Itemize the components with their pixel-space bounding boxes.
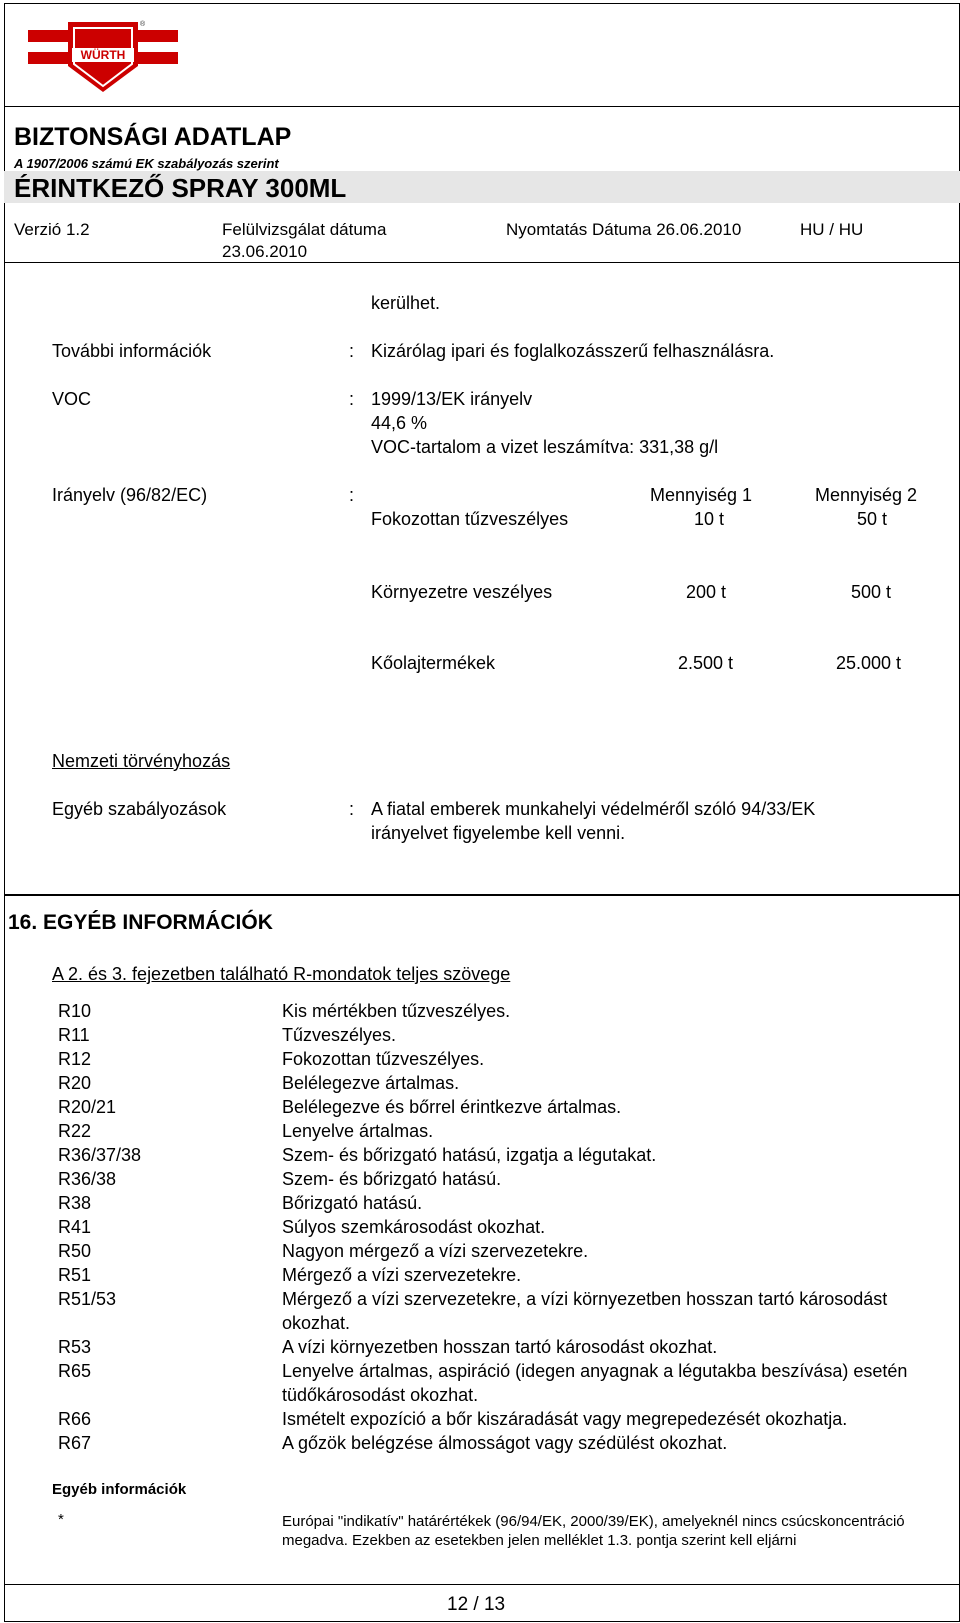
r-phrase-text: Szem- és bőrizgató hatású, izgatja a légutakat.	[282, 1145, 657, 1165]
r-phrase-text: Belélegezve és bőrrel érintkezve ártalmas.	[282, 1097, 622, 1117]
directive-row-q1: 2.500 t	[678, 653, 734, 673]
footer-rule	[4, 1584, 960, 1585]
other-regs-label: Egyéb szabályozások	[52, 799, 227, 819]
r-phrase-text: Mérgező a vízi szervezetekre.	[282, 1265, 522, 1285]
r-phrase-code: R22	[58, 1121, 92, 1141]
voc-line: 1999/13/EK irányelv	[371, 389, 533, 409]
other-regs-line: irányelvet figyelembe kell venni.	[371, 823, 626, 843]
r-phrase-code: R36/37/38	[58, 1145, 142, 1165]
r-phrase-code: R66	[58, 1409, 92, 1429]
registered-mark: ®	[140, 21, 146, 28]
r-phrase-code: R38	[58, 1193, 92, 1213]
product-title: ÉRINTKEZŐ SPRAY 300ML	[14, 173, 347, 203]
section-rule	[4, 894, 960, 896]
header-top-rule	[4, 106, 960, 107]
directive-row-q2: 50 t	[857, 509, 888, 529]
r-phrase-text: Tűzveszélyes.	[282, 1025, 397, 1045]
regulation-subtitle: A 1907/2006 számú EK szabályozás szerint	[14, 156, 279, 171]
r-phrase-code: R51/53	[58, 1289, 117, 1309]
directive-row-name: Kőolajtermékek	[371, 653, 496, 673]
r-phrase-code: R20/21	[58, 1097, 117, 1117]
revision-label: Felülvizsgálat dátuma	[222, 220, 387, 239]
voc-label: VOC	[52, 389, 92, 409]
other-regs-line: A fiatal emberek munkahelyi védelméről szóló 94/33/EK	[371, 799, 816, 819]
r-phrase-text: Belélegezve ártalmas.	[282, 1073, 460, 1093]
r-phrase-text: Fokozottan tűzveszélyes.	[282, 1049, 485, 1069]
directive-row-name: Környezetre veszélyes	[371, 582, 553, 602]
r-phrases-subheading: A 2. és 3. fejezetben található R-mondatok teljes szövege	[52, 964, 511, 984]
r-phrase-code: R11	[58, 1025, 90, 1045]
further-info-label: További információk	[52, 341, 212, 361]
voc-colon: :	[349, 389, 355, 409]
further-info-colon: :	[349, 341, 355, 361]
directive-label: Irányelv (96/82/EC)	[52, 485, 208, 505]
r-phrase-text: Kis mértékben tűzveszélyes.	[282, 1001, 511, 1021]
page-number: 12 / 13	[447, 1594, 506, 1615]
directive-row-name: Fokozottan tűzveszélyes	[371, 509, 569, 529]
further-info-value: Kizárólag ipari és foglalkozásszerű felhasználásra.	[371, 341, 775, 361]
qty2-header: Mennyiség 2	[815, 485, 918, 505]
r-phrase-code: R41	[58, 1217, 92, 1237]
r-phrase-text: Lenyelve ártalmas.	[282, 1121, 434, 1141]
version: Verzió 1.2	[14, 220, 90, 239]
r-phrase-code: R65	[58, 1361, 92, 1381]
r-phrase-text: Szem- és bőrizgató hatású.	[282, 1169, 502, 1189]
r-phrase-text: A vízi környezetben hosszan tartó károsodást okozhat.	[282, 1337, 718, 1357]
continuation-text: kerülhet.	[371, 293, 441, 313]
other-regs-colon: :	[349, 799, 355, 819]
r-phrase-text: A gőzök belégzése álmosságot vagy szédülést okozhat.	[282, 1433, 728, 1453]
r-phrase-text: Ismételt expozíció a bőr kiszáradását vagy megrepedezését okozhatja.	[282, 1409, 848, 1429]
national-legislation-heading: Nemzeti törvényhozás	[52, 751, 231, 771]
r-phrase-text: Mérgező a vízi szervezetekre, a vízi környezetben hosszan tartó károsodást okozhat.	[282, 1289, 888, 1333]
voc-line: VOC-tartalom a vizet leszámítva: 331,38 g/l	[371, 437, 719, 457]
wurth-logo	[28, 18, 178, 94]
directive-colon: :	[349, 485, 355, 505]
voc-line: 44,6 %	[371, 413, 428, 433]
r-phrase-code: R51	[58, 1265, 92, 1285]
r-phrase-code: R53	[58, 1337, 92, 1357]
header-bottom-rule	[4, 262, 960, 263]
footnote-mark: *	[58, 1511, 64, 1528]
other-info-heading: Egyéb információk	[52, 1481, 187, 1498]
directive-row-q1: 200 t	[686, 582, 727, 602]
section16-heading: 16. EGYÉB INFORMÁCIÓK	[8, 911, 273, 934]
footnote-text: Európai "indikatív" határértékek (96/94/EK, 2000/39/EK), amelyeknél nincs csúcskoncentráció megadva. Ezekben az esetekben jelen melléklet 1.3. pontja szerint kell eljárni	[282, 1513, 905, 1549]
print-date: Nyomtatás Dátuma 26.06.2010	[506, 220, 742, 239]
language: HU / HU	[800, 220, 864, 239]
r-phrase-text: Nagyon mérgező a vízi szervezetekre.	[282, 1241, 589, 1261]
logo-wordmark: WÜRTH	[80, 48, 126, 62]
directive-row-q1: 10 t	[694, 509, 725, 529]
r-phrase-text: Súlyos szemkárosodást okozhat.	[282, 1217, 546, 1237]
doc-title: BIZTONSÁGI ADATLAP	[14, 123, 292, 151]
revision-date: 23.06.2010	[222, 242, 308, 261]
r-phrase-code: R10	[58, 1001, 92, 1021]
r-phrase-code: R12	[58, 1049, 92, 1069]
r-phrase-code: R67	[58, 1433, 92, 1453]
qty1-header: Mennyiség 1	[650, 485, 753, 505]
r-phrase-code: R50	[58, 1241, 92, 1261]
r-phrase-code: R20	[58, 1073, 92, 1093]
directive-row-q2: 25.000 t	[836, 653, 902, 673]
r-phrase-code: R36/38	[58, 1169, 117, 1189]
r-phrase-text: Lenyelve ártalmas, aspiráció (idegen anyagnak a légutakba beszívása) esetén tüdőkárosodást okozhat.	[282, 1361, 908, 1405]
directive-row-q2: 500 t	[851, 582, 892, 602]
r-phrase-text: Bőrizgató hatású.	[282, 1193, 423, 1213]
